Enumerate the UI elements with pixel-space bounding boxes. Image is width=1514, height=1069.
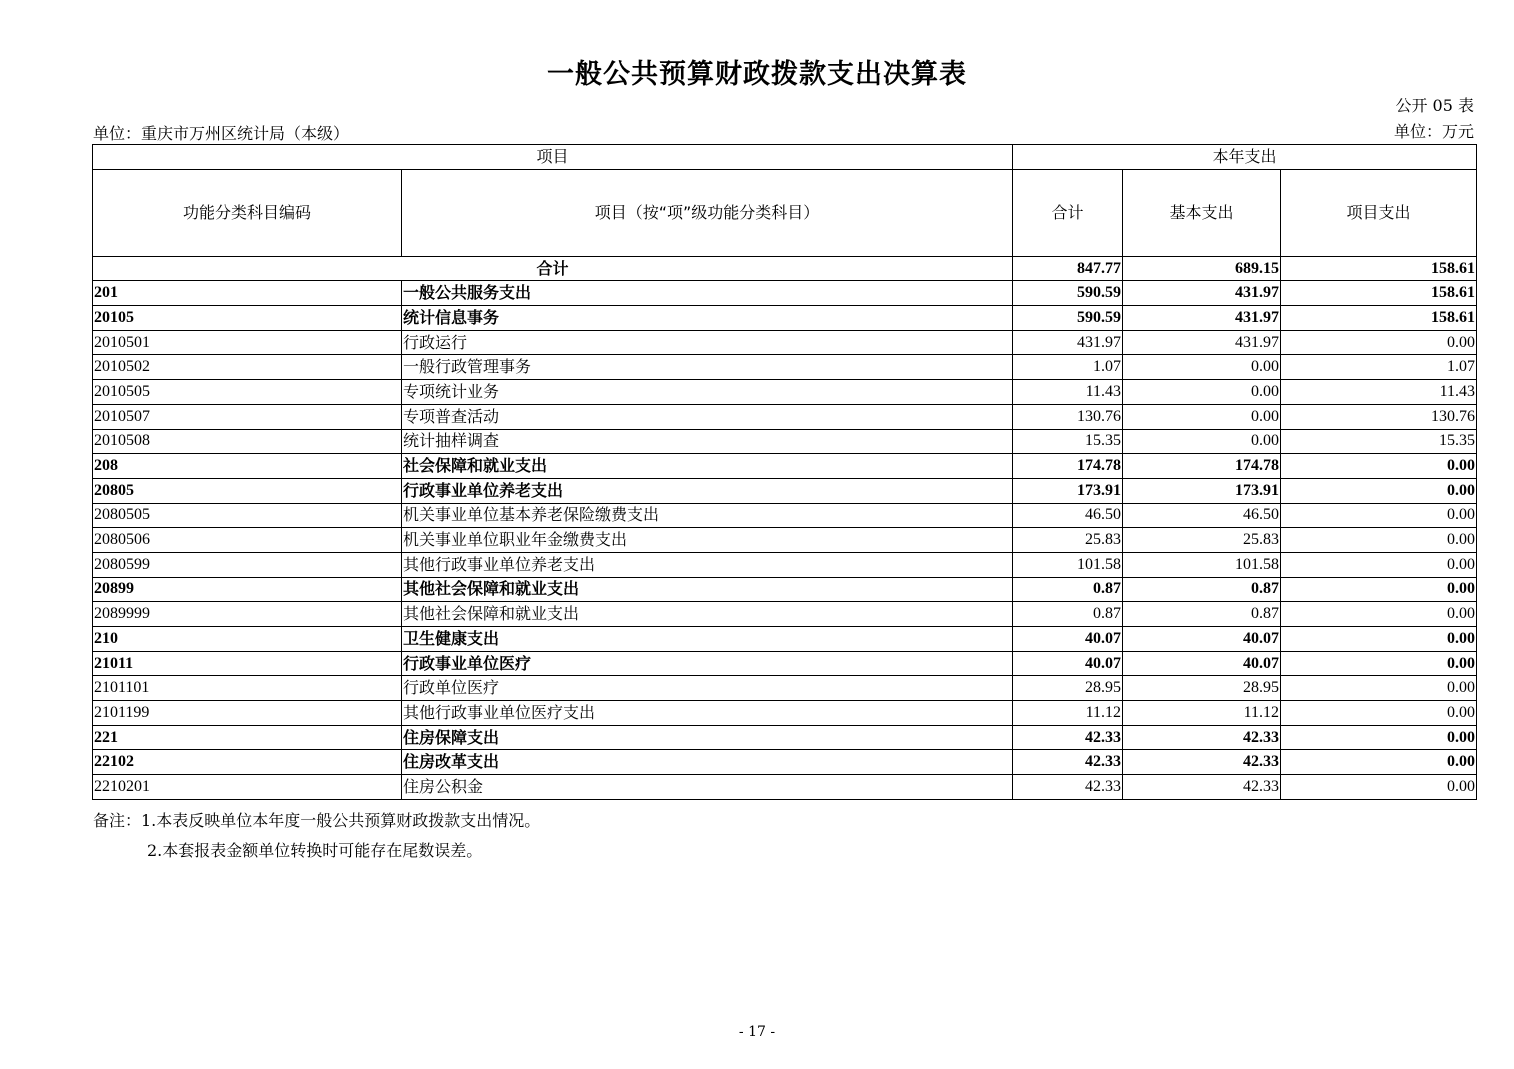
row-project: 0.00 xyxy=(1281,503,1477,528)
row-name: 住房保障支出 xyxy=(402,725,1013,750)
header-project: 项目 xyxy=(93,145,1013,170)
table-row xyxy=(93,577,1477,602)
row-project: 0.00 xyxy=(1281,528,1477,553)
table-row xyxy=(93,602,1477,627)
row-total: 25.83 xyxy=(1013,528,1123,553)
header-name: 项目（按“项”级功能分类科目） xyxy=(402,169,1013,256)
row-total: 42.33 xyxy=(1013,725,1123,750)
row-code: 2080506 xyxy=(93,528,402,553)
row-project: 0.00 xyxy=(1281,602,1477,627)
note-2: 2.本套报表金额单位转换时可能存在尾数误差。 xyxy=(147,841,483,860)
row-total: 590.59 xyxy=(1013,306,1123,331)
row-name: 机关事业单位基本养老保险缴费支出 xyxy=(402,503,1013,528)
notes xyxy=(93,806,540,866)
row-code: 22102 xyxy=(93,750,402,775)
row-name: 行政事业单位医疗 xyxy=(402,651,1013,676)
row-code: 20105 xyxy=(93,306,402,331)
row-code: 2080599 xyxy=(93,552,402,577)
row-code: 21011 xyxy=(93,651,402,676)
row-name: 行政运行 xyxy=(402,330,1013,355)
row-project: 158.61 xyxy=(1281,306,1477,331)
header-code: 功能分类科目编码 xyxy=(93,169,402,256)
row-total: 11.43 xyxy=(1013,380,1123,405)
row-name: 统计抽样调查 xyxy=(402,429,1013,454)
table-row xyxy=(93,750,1477,775)
table-row xyxy=(93,306,1477,331)
row-name: 其他行政事业单位医疗支出 xyxy=(402,701,1013,726)
row-code: 221 xyxy=(93,725,402,750)
row-basic: 0.00 xyxy=(1123,404,1281,429)
total-sum: 847.77 xyxy=(1013,256,1123,281)
table-row xyxy=(93,701,1477,726)
row-basic: 40.07 xyxy=(1123,627,1281,652)
row-basic: 431.97 xyxy=(1123,281,1281,306)
table-row xyxy=(93,503,1477,528)
row-code: 2010501 xyxy=(93,330,402,355)
row-total: 40.07 xyxy=(1013,651,1123,676)
row-total: 101.58 xyxy=(1013,552,1123,577)
row-name: 其他行政事业单位养老支出 xyxy=(402,552,1013,577)
row-basic: 40.07 xyxy=(1123,651,1281,676)
table-row xyxy=(93,429,1477,454)
row-name: 其他社会保障和就业支出 xyxy=(402,602,1013,627)
currency-unit: 单位：万元 xyxy=(1393,122,1474,141)
row-project: 0.00 xyxy=(1281,330,1477,355)
header-project-expenditure: 项目支出 xyxy=(1281,169,1477,256)
table-row xyxy=(93,355,1477,380)
table-row xyxy=(93,627,1477,652)
row-project: 1.07 xyxy=(1281,355,1477,380)
row-total: 0.87 xyxy=(1013,577,1123,602)
row-code: 2010508 xyxy=(93,429,402,454)
row-total: 130.76 xyxy=(1013,404,1123,429)
row-code: 2101101 xyxy=(93,676,402,701)
row-basic: 28.95 xyxy=(1123,676,1281,701)
row-name: 卫生健康支出 xyxy=(402,627,1013,652)
row-basic: 11.12 xyxy=(1123,701,1281,726)
row-code: 201 xyxy=(93,281,402,306)
total-row xyxy=(93,256,1477,281)
row-project: 0.00 xyxy=(1281,454,1477,479)
row-project: 0.00 xyxy=(1281,552,1477,577)
row-total: 590.59 xyxy=(1013,281,1123,306)
header-basic: 基本支出 xyxy=(1123,169,1281,256)
page-title: 一般公共预算财政拨款支出决算表 xyxy=(547,59,967,90)
total-basic: 689.15 xyxy=(1123,256,1281,281)
total-project: 158.61 xyxy=(1281,256,1477,281)
row-code: 210 xyxy=(93,627,402,652)
row-total: 431.97 xyxy=(1013,330,1123,355)
table-row xyxy=(93,651,1477,676)
row-basic: 42.33 xyxy=(1123,750,1281,775)
row-code: 2010502 xyxy=(93,355,402,380)
row-project: 0.00 xyxy=(1281,478,1477,503)
row-name: 其他社会保障和就业支出 xyxy=(402,577,1013,602)
row-total: 1.07 xyxy=(1013,355,1123,380)
row-name: 统计信息事务 xyxy=(402,306,1013,331)
table-row xyxy=(93,725,1477,750)
row-total: 28.95 xyxy=(1013,676,1123,701)
row-code: 2080505 xyxy=(93,503,402,528)
row-basic: 174.78 xyxy=(1123,454,1281,479)
row-code: 20805 xyxy=(93,478,402,503)
row-basic: 0.00 xyxy=(1123,429,1281,454)
row-project: 11.43 xyxy=(1281,380,1477,405)
table-row xyxy=(93,380,1477,405)
row-code: 2089999 xyxy=(93,602,402,627)
note-1: 备注：1.本表反映单位本年度一般公共预算财政拨款支出情况。 xyxy=(93,811,541,830)
row-name: 住房改革支出 xyxy=(402,750,1013,775)
row-total: 174.78 xyxy=(1013,454,1123,479)
row-basic: 101.58 xyxy=(1123,552,1281,577)
row-basic: 0.87 xyxy=(1123,577,1281,602)
table-row xyxy=(93,330,1477,355)
row-basic: 25.83 xyxy=(1123,528,1281,553)
row-basic: 173.91 xyxy=(1123,478,1281,503)
row-project: 0.00 xyxy=(1281,651,1477,676)
table-row xyxy=(93,775,1477,800)
row-basic: 42.33 xyxy=(1123,725,1281,750)
row-name: 住房公积金 xyxy=(402,775,1013,800)
row-project: 0.00 xyxy=(1281,627,1477,652)
table-row xyxy=(93,478,1477,503)
row-total: 46.50 xyxy=(1013,503,1123,528)
row-project: 0.00 xyxy=(1281,701,1477,726)
row-name: 专项统计业务 xyxy=(402,380,1013,405)
row-total: 0.87 xyxy=(1013,602,1123,627)
expenditure-table xyxy=(92,144,1477,800)
row-project: 130.76 xyxy=(1281,404,1477,429)
row-project: 0.00 xyxy=(1281,725,1477,750)
reporting-unit: 单位：重庆市万州区统计局（本级） xyxy=(93,124,350,143)
row-basic: 42.33 xyxy=(1123,775,1281,800)
row-name: 一般公共服务支出 xyxy=(402,281,1013,306)
row-project: 158.61 xyxy=(1281,281,1477,306)
row-name: 机关事业单位职业年金缴费支出 xyxy=(402,528,1013,553)
row-total: 173.91 xyxy=(1013,478,1123,503)
row-code: 20899 xyxy=(93,577,402,602)
row-basic: 0.87 xyxy=(1123,602,1281,627)
row-code: 208 xyxy=(93,454,402,479)
row-code: 2210201 xyxy=(93,775,402,800)
row-basic: 46.50 xyxy=(1123,503,1281,528)
row-project: 15.35 xyxy=(1281,429,1477,454)
row-basic: 0.00 xyxy=(1123,355,1281,380)
row-total: 42.33 xyxy=(1013,775,1123,800)
row-total: 42.33 xyxy=(1013,750,1123,775)
page-number: - 17 - xyxy=(738,1024,776,1040)
table-row xyxy=(93,281,1477,306)
row-project: 0.00 xyxy=(1281,676,1477,701)
table-row xyxy=(93,454,1477,479)
row-name: 一般行政管理事务 xyxy=(402,355,1013,380)
row-total: 40.07 xyxy=(1013,627,1123,652)
table-row xyxy=(93,552,1477,577)
table-row xyxy=(93,404,1477,429)
row-name: 行政单位医疗 xyxy=(402,676,1013,701)
row-basic: 0.00 xyxy=(1123,380,1281,405)
table-row xyxy=(93,676,1477,701)
row-total: 15.35 xyxy=(1013,429,1123,454)
row-total: 11.12 xyxy=(1013,701,1123,726)
header-current-year: 本年支出 xyxy=(1013,145,1477,170)
row-code: 2010507 xyxy=(93,404,402,429)
row-name: 专项普查活动 xyxy=(402,404,1013,429)
row-project: 0.00 xyxy=(1281,775,1477,800)
row-project: 0.00 xyxy=(1281,750,1477,775)
row-basic: 431.97 xyxy=(1123,306,1281,331)
total-label: 合计 xyxy=(93,256,1013,281)
row-project: 0.00 xyxy=(1281,577,1477,602)
header-total: 合计 xyxy=(1013,169,1123,256)
table-row xyxy=(93,528,1477,553)
row-basic: 431.97 xyxy=(1123,330,1281,355)
row-code: 2101199 xyxy=(93,701,402,726)
form-number: 公开 05 表 xyxy=(1395,96,1474,115)
row-code: 2010505 xyxy=(93,380,402,405)
row-name: 行政事业单位养老支出 xyxy=(402,478,1013,503)
row-name: 社会保障和就业支出 xyxy=(402,454,1013,479)
